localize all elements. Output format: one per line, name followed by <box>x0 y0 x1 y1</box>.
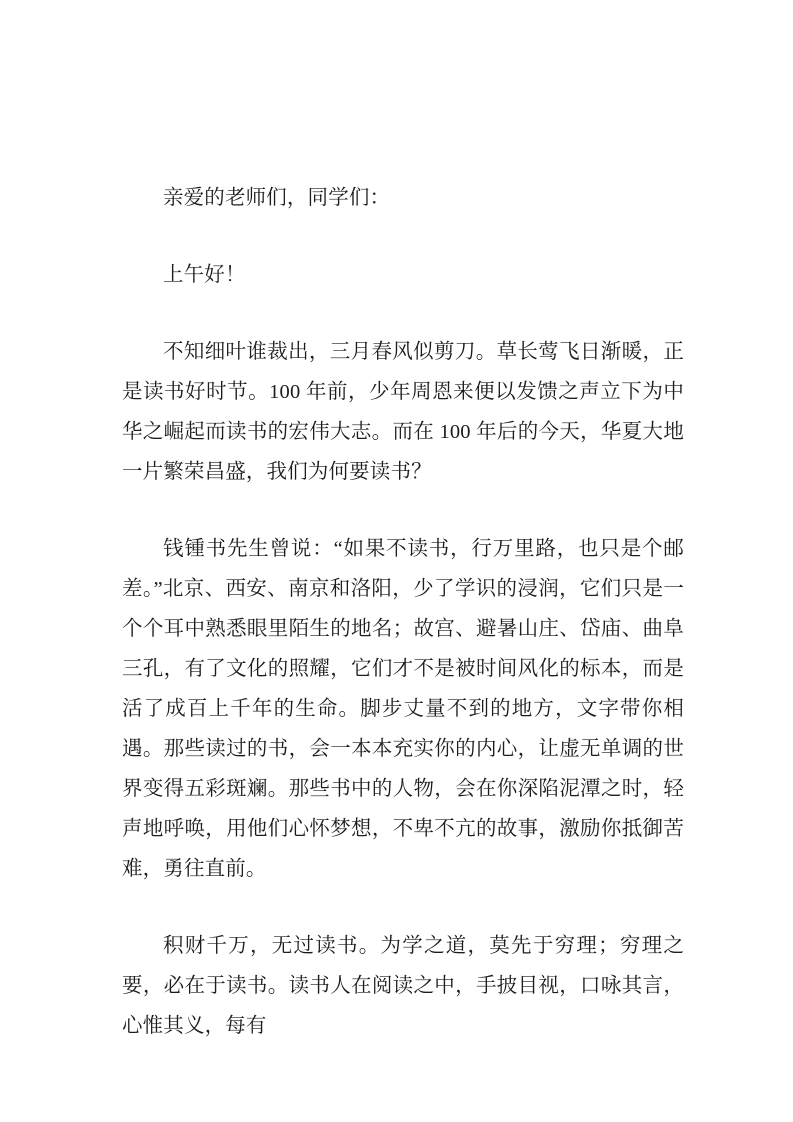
paragraph-body-1: 不知细叶谁裁出，三月春风似剪刀。草长莺飞日渐暖，正是读书好时节。100 年前，少年周恩来便以发馈之声立下为中华之崛起而读书的宏伟大志。而在 100 年后的今天，华夏大地一片繁荣昌盛，我们为何要读书？ <box>122 341 684 483</box>
paragraph-greeting: 上午好！ <box>163 264 246 286</box>
paragraph-body-3: 积财千万，无过读书。为学之道，莫先于穷理；穷理之要，必在于读书。读书人在阅读之中，手披目视，口咏其言，心惟其义，每有 <box>122 935 684 1037</box>
paragraph-salutation: 亲爱的老师们，同学们： <box>163 187 391 209</box>
paragraph-body-2: 钱锺书先生曾说：“如果不读书，行万里路，也只是个邮差。”北京、西安、南京和洛阳，少了学识的浸润，它们只是一个个耳中熟悉眼里陌生的地名；故宫、避暑山庄、岱庙、曲阜三孔，有了文化的照耀，它们才不是被时间风化的标本，而是活了成百上千年的生命。脚步丈量不到的地方，文字带你相遇。那些读过的书，会一本本充实你的内心，让虚无单调的世界变得五彩斑斓。那些书中的人物，会在你深陷泥潭之时，轻声地呼唤，用他们心怀梦想，不卑不亢的故事，激励你抵御苦难，勇往直前。 <box>122 538 684 880</box>
document-text-body <box>122 178 684 1046</box>
